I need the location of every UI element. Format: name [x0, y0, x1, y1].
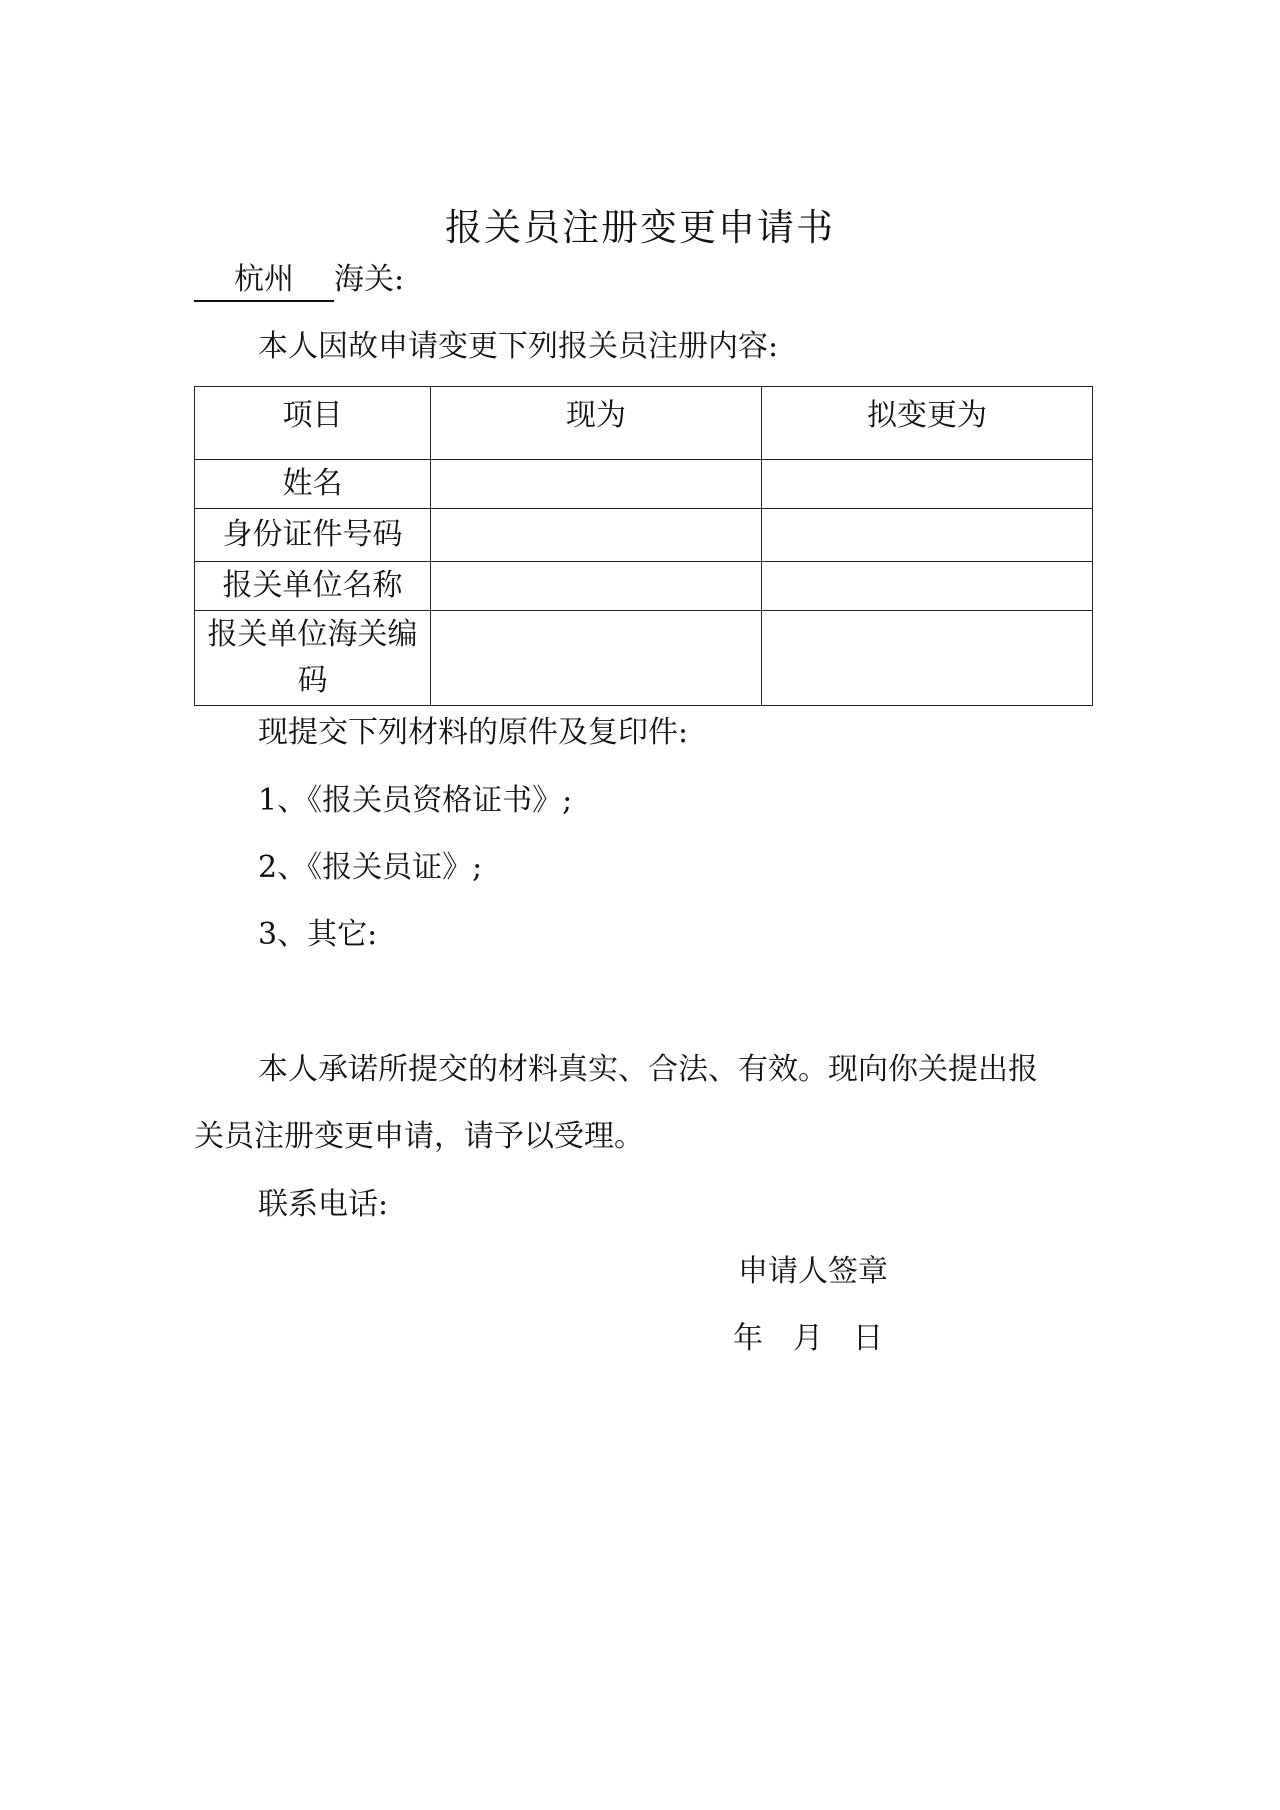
proposed-value-cell	[762, 562, 1093, 611]
pledge-line-2: 关员注册变更申请，请予以受理。	[194, 1119, 644, 1154]
addressee-line	[194, 258, 404, 302]
table-row	[195, 611, 1093, 706]
table-row	[195, 509, 1093, 562]
header-current: 现为	[431, 387, 762, 460]
contact-phone-label: 联系电话:	[258, 1187, 389, 1222]
proposed-value-cell	[762, 611, 1093, 706]
current-value-cell	[431, 460, 762, 509]
addressee-suffix: 海关:	[334, 262, 405, 297]
customs-name-field: 杭州	[194, 260, 334, 302]
current-value-cell	[431, 562, 762, 611]
material-item: 3、其它:	[258, 917, 378, 952]
current-value-cell	[431, 611, 762, 706]
row-label: 姓名	[195, 460, 431, 509]
pledge-line-1: 本人承诺所提交的材料真实、合法、有效。现向你关提出报	[258, 1052, 1038, 1087]
proposed-value-cell	[762, 460, 1093, 509]
proposed-value-cell	[762, 509, 1093, 562]
change-items-table	[194, 386, 1093, 706]
document-title: 报关员注册变更申请书	[445, 206, 835, 249]
material-item: 1、《报关员资格证书》;	[258, 783, 573, 818]
row-label: 身份证件号码	[195, 509, 431, 562]
materials-intro: 现提交下列材料的原件及复印件:	[258, 715, 689, 750]
table-header-row	[195, 387, 1093, 460]
table-row	[195, 460, 1093, 509]
row-label: 报关单位海关编码	[195, 611, 431, 706]
date-label: 年 月 日	[733, 1321, 883, 1356]
intro-paragraph: 本人因故申请变更下列报关员注册内容:	[258, 329, 779, 364]
current-value-cell	[431, 509, 762, 562]
material-item: 2、《报关员证》;	[258, 850, 483, 885]
table-row	[195, 562, 1093, 611]
signature-label: 申请人签章	[738, 1254, 888, 1289]
header-item: 项目	[195, 387, 431, 460]
row-label: 报关单位名称	[195, 562, 431, 611]
header-proposed: 拟变更为	[762, 387, 1093, 460]
